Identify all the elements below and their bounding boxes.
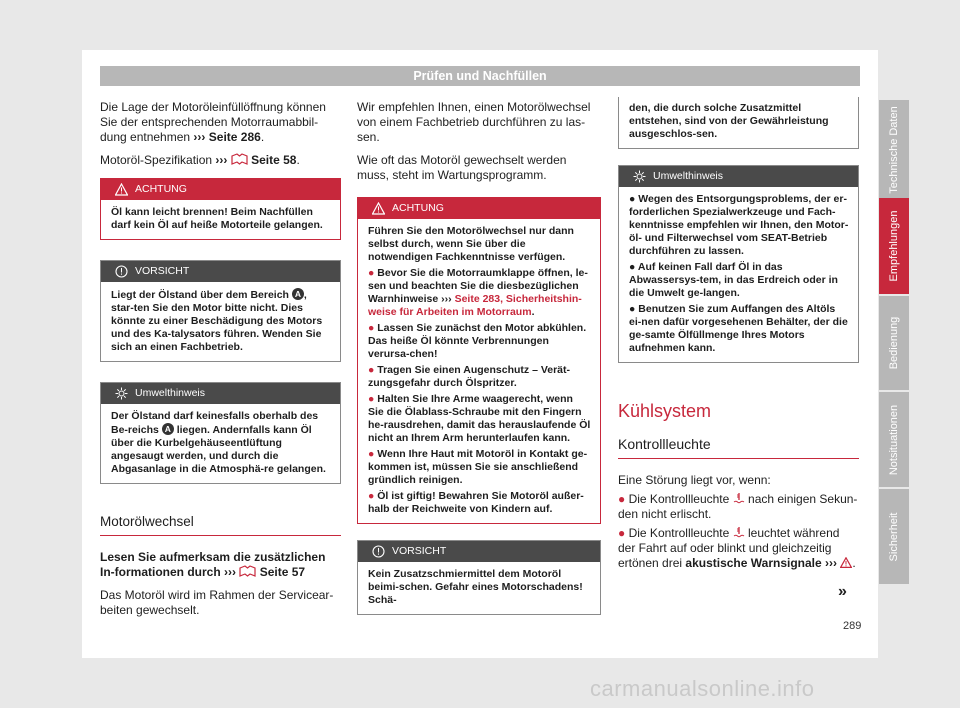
coolant-warning-icon — [733, 526, 745, 538]
list-item: ● Bevor Sie die Motorraumklappe öffnen, le-sen und beachten Sie die diesbezüglichen Warnhinweise ››› Seite 283, Sicherheitshin-weise für Arbeiten im Motorraum. — [368, 267, 588, 318]
vorsicht-body: Kein Zusatzschmiermittel dem Motoröl beimi-schen. Gefahr eines Motorschadens! Schä- — [368, 568, 583, 606]
book-icon — [231, 153, 248, 165]
umwelt-header: Umwelthinweis — [619, 166, 858, 187]
ref-arrow: ››› — [193, 130, 206, 144]
tab-sicherheit[interactable]: Sicherheit — [879, 489, 909, 584]
paragraph: Motoröl-Spezifikation ››› Seite 58. — [100, 153, 300, 167]
vorsicht-header: VORSICHT — [101, 261, 340, 282]
umwelt-body — [619, 187, 858, 362]
list-item: ● Auf keinen Fall darf Öl in das Abwassersys-tem, in das Erdreich oder in die Umwelt ge-langen. — [629, 261, 838, 299]
list-item: ● Halten Sie Ihre Arme waagerecht, wenn Sie die Ölablass-Schraube mit den Fingern he-rausdrehen, damit das herauslaufende Öl nicht an Ihrem Arm herunterlaufen kann. — [368, 393, 591, 444]
warning-triangle-icon — [372, 202, 385, 215]
column-2 — [357, 100, 601, 631]
ref-arrow: ››› — [224, 565, 237, 579]
warning-triangle-icon — [115, 183, 128, 196]
achtung-box — [357, 197, 601, 524]
umwelt-box — [100, 382, 341, 484]
environment-icon — [633, 170, 646, 183]
coolant-warning-icon — [733, 492, 745, 504]
page-link[interactable]: Seite 57 — [259, 565, 306, 579]
umwelt-body: Der Ölstand darf keinesfalls oberhalb des Be-reichs A liegen. Andernfalls kann Öl über die Kurbelgehäuseentlüftung angesaugt werden, und durch die Abgasanlage in die Atmosphä-re gelangen. — [111, 410, 326, 475]
vorsicht-box — [100, 260, 341, 362]
list-item: ● Die Kontrollleuchte nach einigen Sekun-den nicht erlischt. — [618, 492, 858, 521]
paragraph: Wir empfehlen Ihnen, einen Motorölwechsel von einem Fachbetrieb durchführen zu las-sen. — [357, 100, 591, 144]
page-header: Prüfen und Nachfüllen — [100, 66, 860, 86]
warning-triangle-icon — [840, 557, 852, 568]
environment-icon — [115, 387, 128, 400]
paragraph: Das Motoröl wird im Rahmen der Servicear-beiten gewechselt. — [100, 588, 334, 617]
paragraph: Wie oft das Motoröl gewechselt werden muss, steht im Wartungsprogramm. — [357, 153, 567, 182]
list-item: ● Öl ist giftig! Bewahren Sie Motoröl außer-halb der Reichweite von Kindern auf. — [368, 490, 584, 515]
column-3 — [618, 100, 859, 579]
info-circle-icon — [115, 265, 128, 278]
vorsicht-body: Liegt der Ölstand über dem Bereich A , star-ten Sie den Motor bitte nicht. Dies könnte zu einer Beschädigung des Motors und des Ka-talysators führen. Wenden Sie sich an einen Fachbetrieb. — [111, 289, 323, 353]
umwelt-box — [618, 165, 859, 363]
ref-arrow: ››› — [441, 293, 452, 305]
vorsicht-continuation-box — [618, 97, 859, 149]
page-number: 289 — [843, 620, 862, 632]
achtung-header: ACHTUNG — [101, 179, 340, 200]
achtung-box — [100, 178, 341, 240]
book-icon — [239, 565, 256, 577]
column-1 — [100, 100, 341, 626]
vorsicht-box — [357, 540, 601, 615]
tab-empfehlungen[interactable]: Empfehlungen — [879, 198, 909, 294]
paragraph: Die Lage der Motoröleinfüllöffnung können Sie der entsprechenden Motorraumabbil-dung entnehmen ››› Seite 286. — [100, 100, 326, 144]
list-item: ● Lassen Sie zunächst den Motor abkühlen. Das heiße Öl könnte Verbrennungen verursa-chen! — [368, 322, 587, 360]
page-link[interactable]: Seite 58 — [251, 153, 297, 167]
vorsicht-header: VORSICHT — [358, 541, 600, 562]
section-heading: Kontrollleuchte — [618, 436, 859, 459]
page-link[interactable]: Seite 286 — [208, 130, 261, 144]
page-link[interactable]: Seite 283, Sicherheitshin-weise für Arbeiten im Motorraum — [368, 293, 582, 318]
ref-arrow: ››› — [215, 153, 228, 167]
list-item: ● Wenn Ihre Haut mit Motoröl in Kontakt ge-kommen ist, müssen Sie sie anschließend gründlich reinigen. — [368, 448, 588, 486]
achtung-body: Öl kann leicht brennen! Beim Nachfüllen darf kein Öl auf heiße Motorteile gelangen. — [111, 206, 323, 231]
list-item: ● Benutzen Sie zum Auffangen des Altöls ei-nen dafür vorgesehenen Behälter, der die ge-samte Ölfüllmenge Ihres Motors aufnehmen kann. — [629, 303, 848, 354]
list-item: ● Wegen des Entsorgungsproblems, der er-forderlichen Spezialwerkzeuge und Fach-kenntnisse empfehlen wir Ihnen, den Motor-öl- und Filterwechsel vom SEAT-Betrieb durchführen zu lassen. — [629, 193, 849, 257]
vorsicht-continuation-body: den, die durch solche Zusatzmittel entstehen, sind von der Gewährleistung ausgeschlos-sen. — [629, 102, 829, 140]
list-item: ● Tragen Sie einen Augenschutz – Verät-zungsgefahr durch Ölspritzer. — [368, 364, 571, 389]
marker-a: A — [162, 423, 174, 435]
continue-mark: » — [838, 583, 847, 600]
tab-bedienung[interactable]: Bedienung — [879, 296, 909, 390]
list-item: ● Die Kontrollleuchte leuchtet während der Fahrt auf oder blinkt und gleichzeitig ertönen drei akustische Warnsignale ››› . — [618, 526, 856, 570]
umwelt-header: Umwelthinweis — [101, 383, 340, 404]
tab-technische-daten[interactable]: Technische Daten — [879, 100, 909, 199]
paragraph: Eine Störung liegt vor, wenn: — [618, 473, 771, 487]
chapter-title: Kühlsystem — [618, 401, 712, 421]
tab-notsituationen[interactable]: Notsituationen — [879, 392, 909, 487]
marker-a: A — [292, 288, 304, 300]
paragraph: Lesen Sie aufmerksam die zusätzlichen In-formationen durch ››› Seite 57 — [100, 550, 326, 579]
section-heading: Motorölwechsel — [100, 514, 341, 536]
info-circle-icon — [372, 545, 385, 558]
ref-arrow: ››› — [825, 556, 838, 570]
achtung-header: ACHTUNG — [358, 198, 600, 219]
watermark: carmanualsonline.info — [590, 676, 815, 701]
achtung-body: Führen Sie den Motorölwechsel nur dann selbst durch, wenn Sie über die notwendigen Fachkenntnisse verfügen. ● Bevor Sie die Motorraumklappe öffnen, le-sen und beachten Sie die diesbezüglichen Warnhinweise ››› Seite 283, Sicherheitshin-weise für Arbeiten im Motorraum. ● Lassen Sie zunächst den Motor abkühlen. Das heiße Öl könnte Verbrennungen verursa-chen! ● Tragen Sie einen Augenschutz – Verät-zungsgefahr durch Ölspritzer. ● Halten Sie Ihre Arme waagerecht, wenn Sie die Ölablass-Schraube mit den Fingern he-rausdrehen, damit das herauslaufende Öl nicht an Ihrem Arm herunterlaufen kann. ● Wenn Ihre Haut mit Motoröl in Kontakt ge-kommen ist, müssen Sie sie anschließend gründlich reinigen. ● Öl ist giftig! Bewahren Sie Motoröl außer-halb der Reichweite von Kindern auf. — [368, 225, 591, 515]
